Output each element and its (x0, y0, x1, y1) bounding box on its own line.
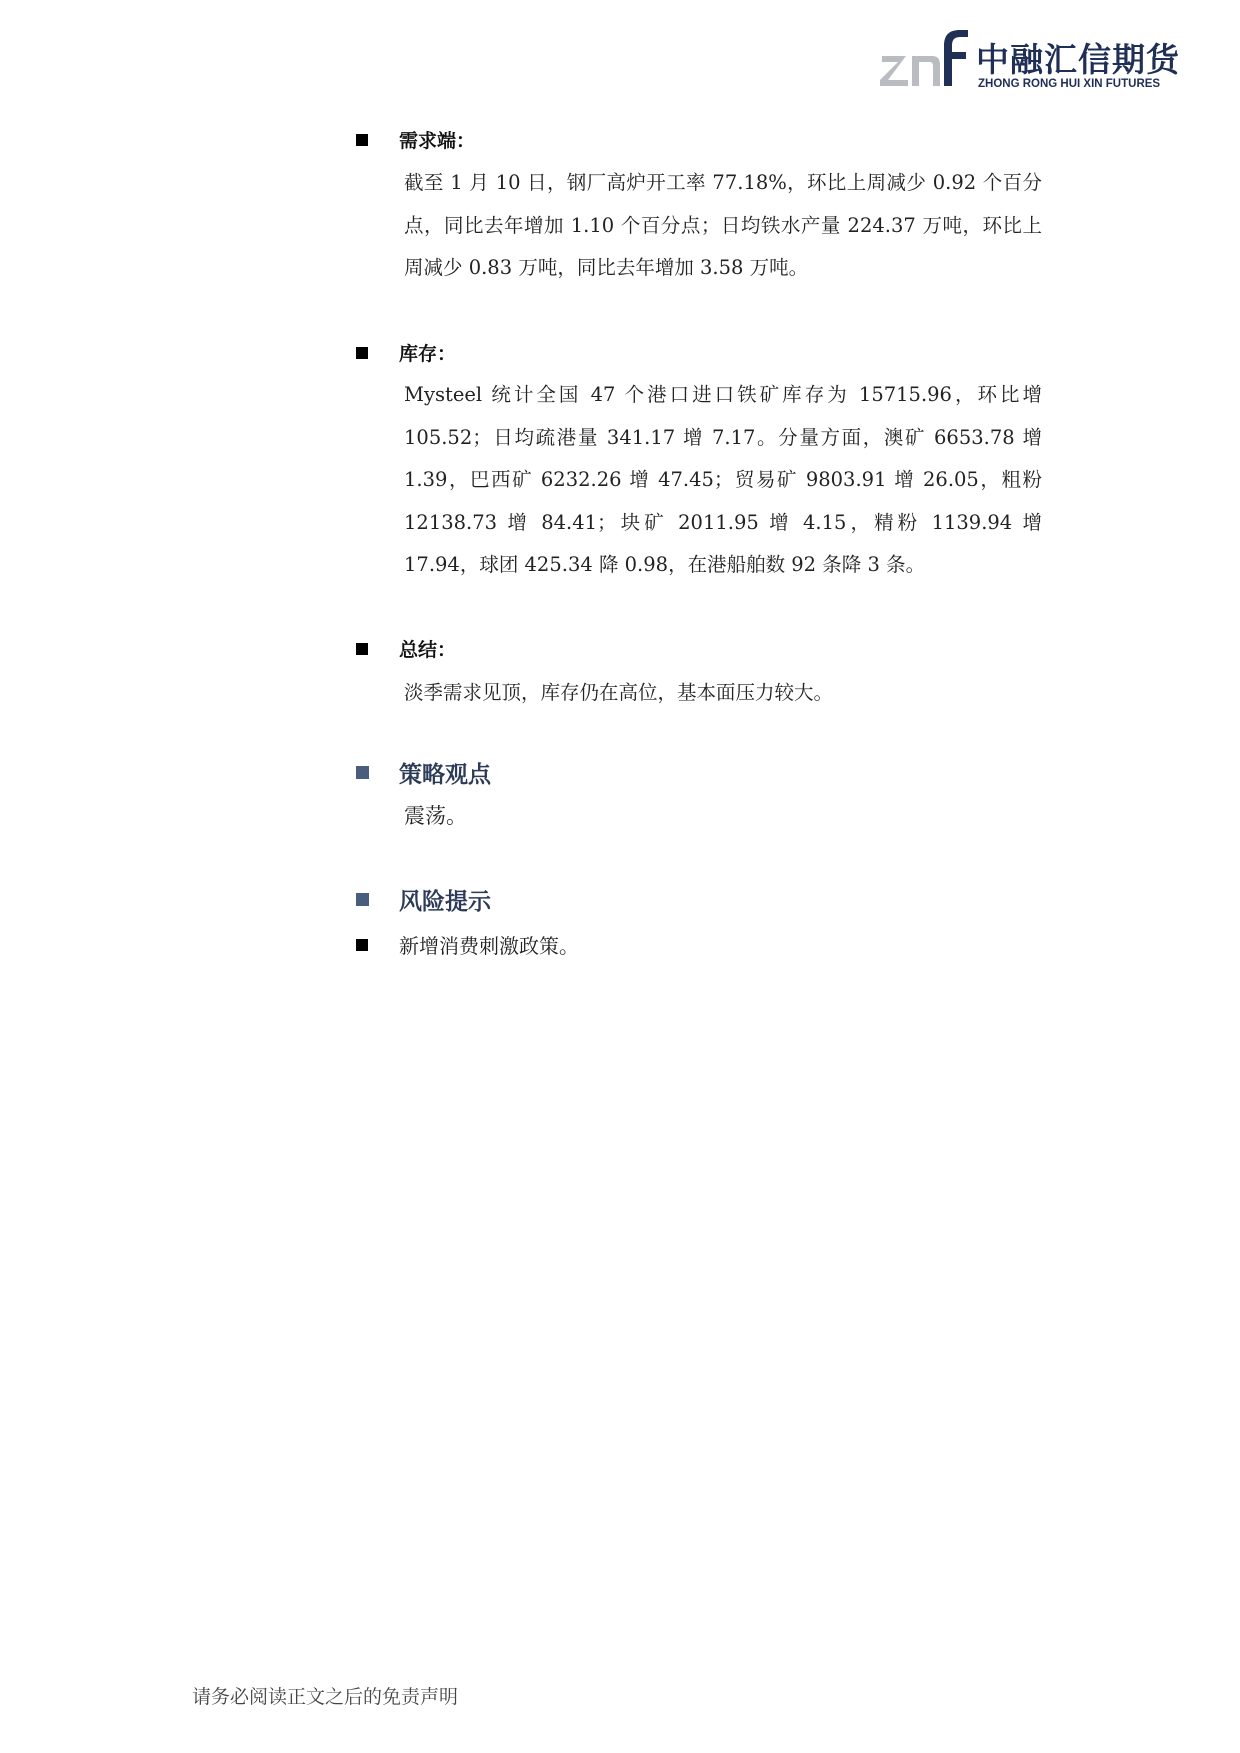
inventory-paragraph: Mysteel 统计全国 47 个港口进口铁矿库存为 15715.96，环比增 105.52；日均疏港量 341.17 增 7.17。分量方面，澳矿 6653.78 增 1.39，巴西矿 6232.26 增 47.45；贸易矿 9803.91 增 26.05，粗粉 12138.73 增 84.41；块矿 2011.95 增 4.15，精粉 1139.94 增 17.94，球团 425.34 降 0.98，在港船舶数 92 条降 3 条。 (404, 383, 1042, 576)
square-bullet-icon (356, 766, 369, 779)
risk-heading (356, 883, 491, 916)
summary-heading (356, 635, 456, 662)
square-bullet-icon (356, 347, 368, 359)
summary-heading-label: 总结： (399, 639, 457, 661)
strategy-paragraph: 震荡。 (404, 804, 467, 828)
risk-item-text: 新增消费刺激政策。 (399, 934, 579, 958)
inventory-heading-label: 库存： (399, 343, 457, 365)
strategy-heading-label: 策略观点 (399, 762, 491, 788)
square-bullet-icon (356, 939, 368, 951)
square-bullet-icon (356, 893, 369, 906)
summary-paragraph: 淡季需求见顶，库存仍在高位，基本面压力较大。 (404, 681, 834, 704)
company-logo (880, 28, 1180, 94)
inventory-heading (356, 339, 456, 366)
demand-paragraph: 截至 1 月 10 日，钢厂高炉开工率 77.18%，环比上周减少 0.92 个百分点，同比去年增加 1.10 个百分点；日均铁水产量 224.37 万吨，环比上周减少 0.83 万吨，同比去年增加 3.58 万吨。 (404, 171, 1042, 279)
demand-heading-label: 需求端： (399, 130, 476, 152)
znf-logo-mark (880, 28, 970, 92)
logo-chinese-name: 中融汇信期货 (976, 40, 1180, 79)
square-bullet-icon (356, 643, 368, 655)
risk-heading-label: 风险提示 (399, 889, 491, 915)
demand-heading (356, 126, 475, 153)
logo-english-name: ZHONG RONG HUI XIN FUTURES (978, 78, 1161, 90)
risk-list-item (356, 930, 579, 959)
square-bullet-icon (356, 134, 368, 146)
footer-disclaimer: 请务必阅读正文之后的免责声明 (192, 1686, 459, 1708)
strategy-heading (356, 756, 491, 789)
